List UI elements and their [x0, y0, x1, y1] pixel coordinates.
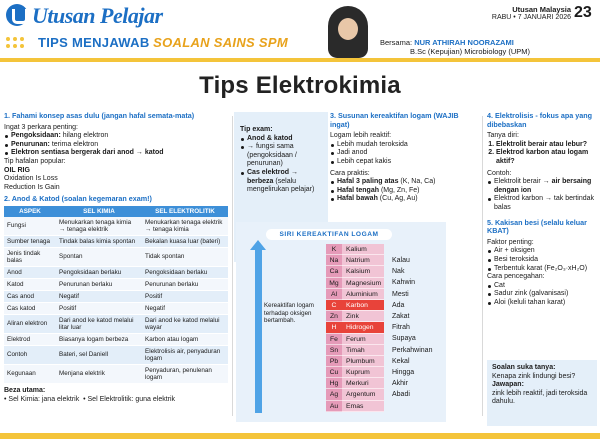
footer-rule	[0, 433, 600, 439]
table-header-row	[4, 206, 228, 217]
author-avatar	[322, 4, 374, 58]
publication-info	[481, 6, 571, 22]
element-symbol: Ag	[326, 389, 342, 400]
column-concepts	[4, 112, 228, 404]
column-electrolysis	[487, 112, 595, 307]
mnemonic-word: Nak	[392, 268, 405, 276]
mnemonic-oxidation: Oxidation Is Loss	[4, 175, 58, 183]
tagline-prefix: TIPS MENJAWAB	[38, 35, 150, 50]
mnemonic-word: Fitrah	[392, 324, 410, 332]
mnemonic-word: Akhir	[392, 380, 408, 388]
section-5-heading: 5. Kakisan besi (selalu keluar KBAT)	[487, 217, 587, 236]
element-name: Aluminium	[342, 289, 384, 300]
element-symbol: H	[326, 322, 342, 333]
column-reactivity	[330, 112, 478, 204]
list-item: Lebih mudah teroksida	[330, 141, 478, 150]
section-3-list	[330, 141, 478, 167]
exam-tip-list	[240, 135, 324, 195]
practical-heading: Cara praktis:	[330, 169, 370, 177]
mnemonic-word: Kalau	[392, 257, 410, 264]
series-row-ag	[326, 389, 384, 400]
faq-answer: zink lebih reaktif, jadi teroksida dahulu.	[492, 389, 588, 406]
element-name: Magnesium	[342, 278, 384, 289]
section-4-questions	[487, 141, 595, 167]
factor-heading: Faktor penting:	[487, 238, 534, 246]
section-1-list	[4, 132, 228, 158]
mnemonic-word: Supaya	[392, 335, 416, 343]
element-name: Merkuri	[342, 378, 384, 389]
avatar-face	[338, 18, 358, 40]
element-symbol: Cu	[326, 367, 342, 378]
publisher-name: Utusan Malaysia	[512, 5, 571, 14]
mnemonic-word: Hingga	[392, 369, 415, 377]
list-item: Elektron sentiasa bergerak dari anod → katod	[4, 149, 228, 158]
table-row: Cas anod Negatif Positif	[4, 290, 228, 302]
element-symbol: Zn	[326, 311, 342, 322]
element-symbol: Sn	[326, 345, 342, 356]
page-title: Tips Elektrokimia	[199, 72, 401, 99]
table-row: Aliran elektron Dari anod ke katod melalui litar luar Dari anod ke katod melalui wayar	[4, 314, 228, 333]
decorative-dots-icon	[4, 36, 34, 50]
faq-question-heading: Soalan suka tanya:	[492, 364, 556, 371]
column-divider	[232, 116, 233, 416]
list-item: Sadur zink (galvanisasi)	[487, 290, 595, 299]
series-row-c	[326, 300, 384, 311]
element-symbol: Fe	[326, 334, 342, 345]
author-credentials: B.Sc (Kepujian) Microbiology (UPM)	[410, 47, 531, 56]
element-symbol: C	[326, 300, 342, 311]
element-name: Plumbum	[342, 356, 384, 367]
faq-answer-heading: Jawapan:	[492, 381, 524, 389]
series-row-na	[326, 255, 384, 266]
factor-list	[487, 247, 595, 273]
table-row: Sumber tenaga Tindak balas kimia spontan Bekalan kuasa luar (bateri)	[4, 235, 228, 247]
list-item: Air + oksigen	[487, 247, 595, 256]
table-row: Elektrod Biasanya logam berbeza Karbon atau logam	[4, 333, 228, 345]
page-number: 23	[574, 4, 592, 21]
reactivity-series-table	[326, 244, 384, 412]
section-4-heading: 4. Elektrolisis - fokus apa yang dibebaskan	[487, 111, 593, 129]
mnemonic-oilrig: OIL RIG	[4, 166, 30, 174]
list-item: Lebih cepat kakis	[330, 158, 478, 167]
element-name: Emas	[342, 401, 384, 412]
list-item: Hafal bawah (Cu, Ag, Au)	[330, 195, 478, 204]
list-item: Besi teroksida	[487, 256, 595, 265]
table-row: Contoh Bateri, sel Daniell Elektrolisis air, penyaduran logam	[4, 345, 228, 364]
series-row-h	[326, 322, 384, 333]
faq-box	[487, 360, 597, 426]
mnemonic-word: Zakat	[392, 313, 410, 321]
list-item: Hafal 3 paling atas (K, Na, Ca)	[330, 178, 478, 187]
element-name: Timah	[342, 345, 384, 356]
header-rule	[0, 58, 600, 62]
element-symbol: Pb	[326, 356, 342, 367]
section-tagline	[38, 35, 288, 50]
faq-question: Kenapa zink lindungi besi?	[492, 372, 576, 380]
exam-tip	[240, 126, 324, 195]
list-item: Hafal tengah (Mg, Zn, Fe)	[330, 187, 478, 196]
series-row-k	[326, 244, 384, 255]
list-item: Cat	[487, 282, 595, 291]
element-name: Argentum	[342, 389, 384, 400]
table-row: Fungsi Menukarkan tenaga kimia → tenaga elektrik Menukarkan tenaga elektrik → tenaga kimia	[4, 217, 228, 236]
table-row: Kegunaan Menjana elektrik Penyaduran, penulenan logam	[4, 364, 228, 383]
series-row-au	[326, 401, 384, 412]
example-heading: Contoh:	[487, 169, 512, 177]
column-divider	[482, 116, 483, 416]
table-row: Katod Penurunan berlaku Penurunan berlaku	[4, 278, 228, 290]
list-item: Pengoksidaan: hilang elektron	[4, 132, 228, 141]
mnemonic-word: Perkahwinan	[392, 346, 433, 354]
series-row-cu	[326, 367, 384, 378]
series-row-sn	[326, 345, 384, 356]
table-header: SEL ELEKTROLITIK	[142, 206, 228, 217]
comparison-table	[4, 206, 228, 384]
table-row: Anod Pengoksidaan berlaku Pengoksidaan berlaku	[4, 266, 228, 278]
list-item: Elektrolit berair → air bersaing dengan ion	[487, 178, 595, 195]
section-4-intro: Tanya diri:	[487, 132, 519, 140]
series-row-al	[326, 289, 384, 300]
example-list	[487, 178, 595, 212]
tagline-subject: SOALAN SAINS SPM	[153, 35, 288, 50]
table-header: SEL KIMIA	[56, 206, 142, 217]
series-row-hg	[326, 378, 384, 389]
table-row: Jenis tindak balas Spontan Tidak spontan	[4, 247, 228, 266]
series-row-fe	[326, 334, 384, 345]
element-name: Natrium	[342, 255, 384, 266]
element-name: Zink	[342, 311, 384, 322]
list-item: 2. Elektrod karbon atau logam aktif?	[496, 149, 595, 166]
mnemonic-word: Kekal	[392, 357, 410, 365]
element-name: Hidrogen	[342, 322, 384, 333]
brand-logo[interactable]	[6, 2, 196, 30]
element-symbol: Mg	[326, 278, 342, 289]
brand-icon	[6, 4, 28, 26]
element-name: Ferum	[342, 334, 384, 345]
mnemonic-label: Tip hafalan popular:	[4, 157, 66, 165]
brand-name: Utusan Pelajar	[32, 3, 163, 28]
element-symbol: K	[326, 244, 342, 255]
element-symbol: Ca	[326, 266, 342, 277]
mnemonic-word: Kahwin	[392, 279, 415, 287]
byline-prefix: Bersama:	[380, 38, 413, 47]
arrow-shaft	[255, 248, 262, 413]
exam-tip-heading: Tip exam:	[240, 126, 273, 133]
difference-heading: Beza utama:	[4, 386, 46, 394]
reactivity-note: Kereaktifan logam terhadap oksigen bertambah.	[264, 302, 314, 325]
list-item: Elektrod karbon → tak bertindak balas	[487, 195, 595, 212]
section-1-intro: Ingat 3 perkara penting:	[4, 123, 78, 131]
mnemonic-word: Abadi	[392, 391, 410, 399]
list-item: 1. Elektrolit berair atau lebur?	[496, 141, 595, 150]
element-name: Kalsium	[342, 266, 384, 277]
series-row-ca	[326, 266, 384, 277]
mnemonic-reduction: Reduction Is Gain	[4, 183, 60, 191]
list-item: Jadi anod	[330, 149, 478, 158]
list-item: Aloi (keluli tahan karat)	[487, 299, 595, 308]
mnemonic-list	[392, 255, 442, 401]
mnemonic-word: Ada	[392, 301, 405, 309]
author-name: NUR ATHIRAH NOORAZAMI	[414, 38, 514, 47]
series-row-pb	[326, 356, 384, 367]
author-byline	[380, 38, 530, 56]
list-item: Terbentuk karat (Fe₂O₃·xH₂O)	[487, 265, 595, 274]
section-3-heading: 3. Susunan kereaktifan logam (WAJIB ingat)	[330, 111, 459, 129]
element-symbol: Hg	[326, 378, 342, 389]
difference-line: • Sel Kimia: jana elektrik • Sel Elektrolitik: guna elektrik	[4, 395, 176, 403]
list-item: Anod & katod	[240, 135, 324, 144]
element-symbol: Na	[326, 255, 342, 266]
element-name: Kuprum	[342, 367, 384, 378]
table-row: Cas katod Positif Negatif	[4, 302, 228, 314]
element-symbol: Au	[326, 401, 342, 412]
practical-list	[330, 178, 478, 204]
prevention-list	[487, 282, 595, 308]
series-row-mg	[326, 278, 384, 289]
masthead	[0, 0, 600, 58]
element-symbol: Al	[326, 289, 342, 300]
element-name: Kalium	[342, 244, 384, 255]
list-item: Penurunan: terima elektron	[4, 141, 228, 150]
prevention-heading: Cara pencegahan:	[487, 273, 545, 281]
issue-date: RABU • 7 JANUARI 2026	[491, 14, 571, 21]
list-item: Cas elektrod → berbeza (selalu mengelirukan pelajar)	[240, 169, 324, 195]
table-header: ASPEK	[4, 206, 56, 217]
section-1-heading: 1. Fahami konsep asas dulu (jangan hafal semata-mata)	[4, 111, 195, 120]
mnemonic-word: Mesti	[392, 290, 409, 298]
element-name: Karbon	[342, 300, 384, 311]
reactivity-series-title: SIRI KEREAKTIFAN LOGAM	[266, 229, 392, 240]
list-item: → fungsi sama (pengoksidaan / penurunan)	[240, 143, 324, 169]
section-3-intro: Logam lebih reaktif:	[330, 132, 392, 140]
section-2-heading: 2. Anod & Katod (soalan kegemaran exam!)	[4, 194, 152, 204]
series-row-zn	[326, 311, 384, 322]
